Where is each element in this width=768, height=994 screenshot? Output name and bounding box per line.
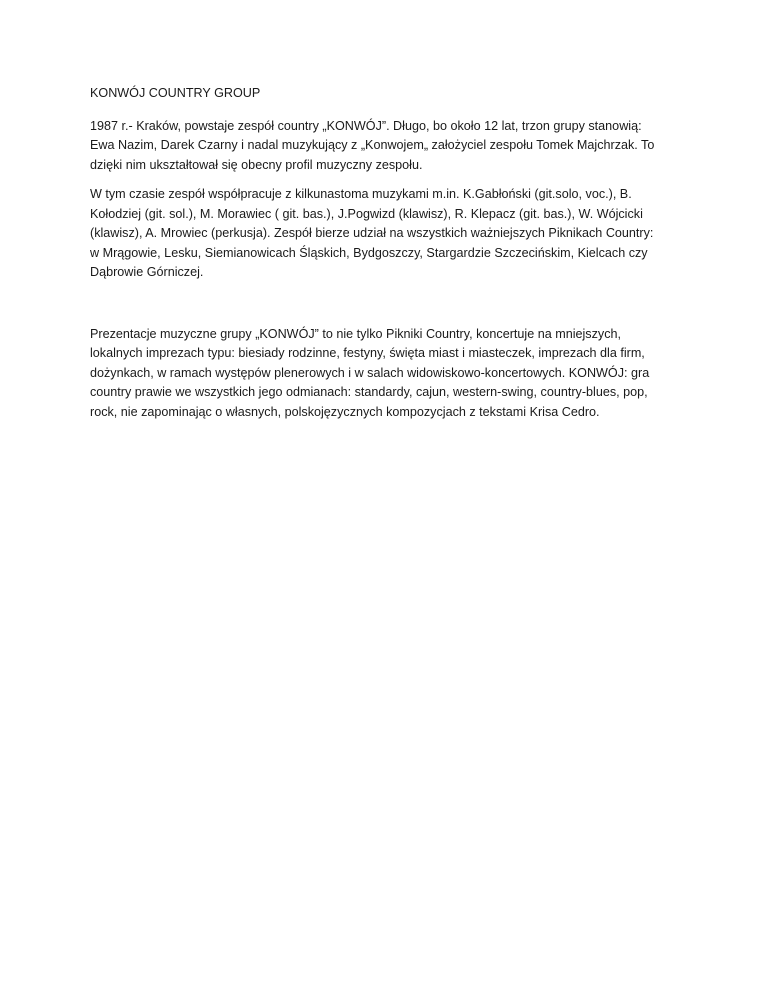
paragraph-line: Dąbrowie Górniczej. [90,265,204,279]
paragraph-history [90,117,690,176]
paragraph-line: 1987 r.- Kraków, powstaje zespół country „KONWÓJ”. Długo, bo około 12 lat, trzon grupy stanowią: [90,118,642,133]
paragraph-spacer [90,293,690,325]
paragraph-line: dzięki nim ukształtował się obecny profil muzyczny zespołu. [90,157,423,172]
paragraph-line: W tym czasie zespół współpracuje z kilkunastoma muzykami m.in. K.Gabłoński (git.solo, voc.), B. [90,187,632,201]
paragraph-line: Ewa Nazim, Darek Czarny i nadal muzykujący z „Konwojem„ założyciel zespołu Tomek Majchrzak. To [90,138,655,152]
paragraph-performances [90,325,690,423]
paragraph-line: w Mrągowie, Lesku, Siemianowicach Śląskich, Bydgoszczy, Stargardzie Szczecińskim, Kielcach czy [90,245,648,260]
document-body [90,84,690,432]
paragraph-line: dożynkach, w ramach występów plenerowych i w salach widowiskowo-koncertowych. KONWÓJ: gra [90,365,650,380]
paragraph-line: lokalnych imprezach typu: biesiady rodzinne, festyny, święta miast i miasteczek, imprezach dla firm, [90,346,645,360]
paragraph-line: Kołodziej (git. sol.), M. Morawiec ( git. bas.), J.Pogwizd (klawisz), R. Klepacz (git. bas.), W. Wójcicki [90,206,643,221]
document-title: KONWÓJ COUNTRY GROUP [90,86,261,100]
paragraph-line: rock, nie zapominając o własnych, polskojęzycznych kompozycjach z tekstami Krisa Cedro. [90,404,600,419]
paragraph-musicians [90,185,690,283]
paragraph-line: Prezentacje muzyczne grupy „KONWÓJ” to nie tylko Pikniki Country, koncertuje na mniejszych, [90,326,621,341]
paragraph-line: country prawie we wszystkich jego odmianach: standardy, cajun, western-swing, country-blues, pop, [90,385,648,399]
paragraph-line: (klawisz), A. Mrowiec (perkusja). Zespół bierze udział na wszystkich ważniejszych Piknikach Country: [90,226,654,240]
